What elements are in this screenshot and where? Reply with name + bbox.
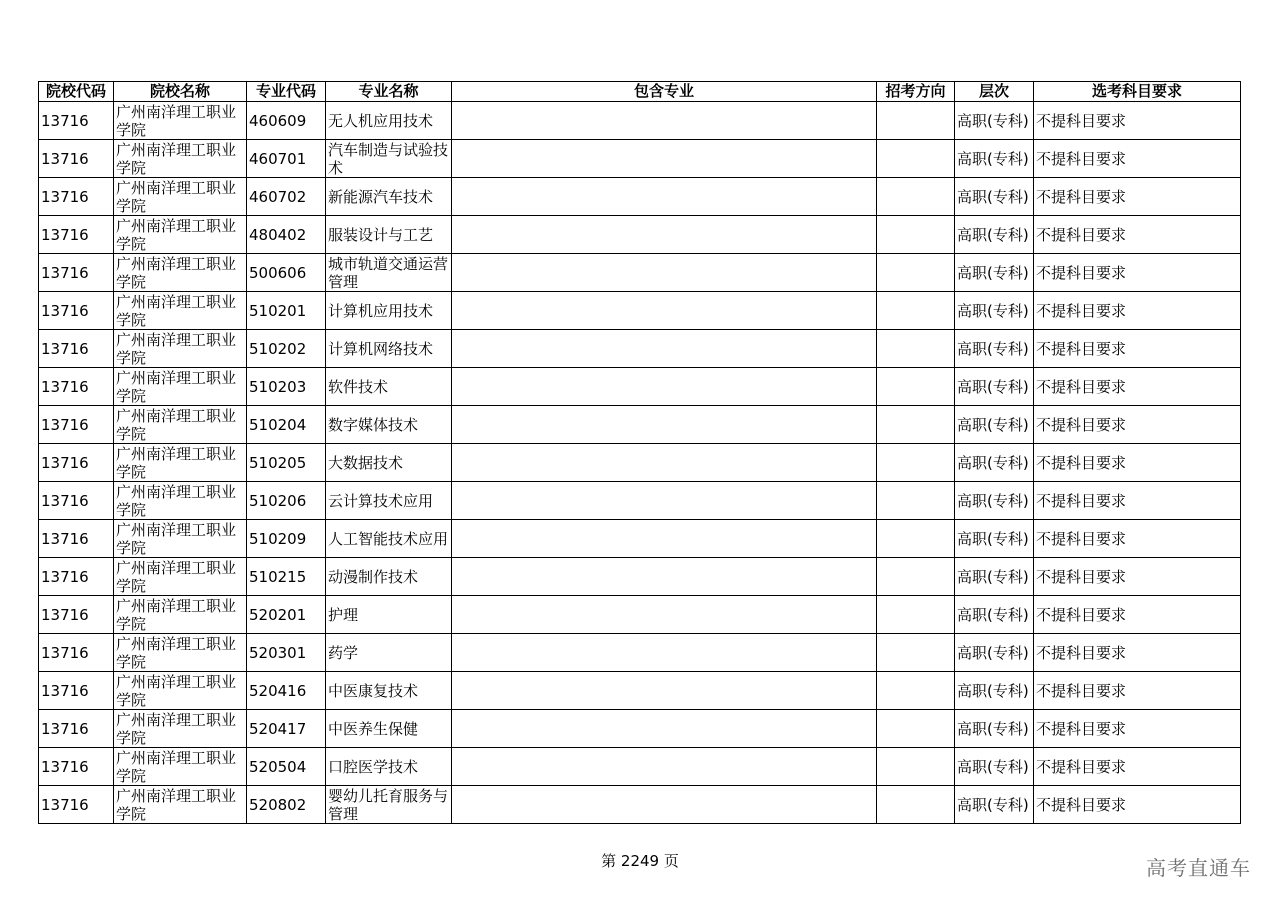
cell-school-name: 广州南洋理工职业学院 (114, 330, 247, 368)
cell-level: 高职(专科) (955, 520, 1034, 558)
cell-school-code: 13716 (39, 178, 114, 216)
header-included-majors: 包含专业 (452, 82, 877, 102)
cell-school-name: 广州南洋理工职业学院 (114, 444, 247, 482)
table-row (39, 330, 1241, 368)
cell-level: 高职(专科) (955, 254, 1034, 292)
cell-school-name: 广州南洋理工职业学院 (114, 254, 247, 292)
cell-major-code: 460701 (247, 140, 326, 178)
table-row (39, 672, 1241, 710)
cell-included-majors (452, 672, 877, 710)
table-row (39, 786, 1241, 824)
table-row (39, 102, 1241, 140)
table-row (39, 634, 1241, 672)
cell-direction (877, 558, 955, 596)
cell-included-majors (452, 254, 877, 292)
cell-school-name: 广州南洋理工职业学院 (114, 178, 247, 216)
table-row (39, 748, 1241, 786)
cell-included-majors (452, 140, 877, 178)
cell-level: 高职(专科) (955, 482, 1034, 520)
cell-major-code: 520301 (247, 634, 326, 672)
cell-major-name: 婴幼儿托育服务与管理 (326, 786, 452, 824)
cell-requirement: 不提科目要求 (1034, 520, 1241, 558)
cell-school-name: 广州南洋理工职业学院 (114, 596, 247, 634)
cell-requirement: 不提科目要求 (1034, 292, 1241, 330)
cell-major-name: 新能源汽车技术 (326, 178, 452, 216)
cell-school-name: 广州南洋理工职业学院 (114, 748, 247, 786)
cell-major-name: 计算机网络技术 (326, 330, 452, 368)
cell-level: 高职(专科) (955, 102, 1034, 140)
cell-school-code: 13716 (39, 102, 114, 140)
cell-major-name: 计算机应用技术 (326, 292, 452, 330)
cell-requirement: 不提科目要求 (1034, 254, 1241, 292)
cell-school-name: 广州南洋理工职业学院 (114, 634, 247, 672)
cell-level: 高职(专科) (955, 710, 1034, 748)
cell-requirement: 不提科目要求 (1034, 596, 1241, 634)
cell-included-majors (452, 102, 877, 140)
cell-major-name: 护理 (326, 596, 452, 634)
cell-school-name: 广州南洋理工职业学院 (114, 786, 247, 824)
cell-requirement: 不提科目要求 (1034, 558, 1241, 596)
cell-direction (877, 216, 955, 254)
cell-major-code: 520416 (247, 672, 326, 710)
cell-included-majors (452, 748, 877, 786)
cell-included-majors (452, 178, 877, 216)
cell-school-code: 13716 (39, 216, 114, 254)
cell-requirement: 不提科目要求 (1034, 444, 1241, 482)
table-row (39, 406, 1241, 444)
cell-major-code: 520201 (247, 596, 326, 634)
cell-direction (877, 330, 955, 368)
cell-requirement: 不提科目要求 (1034, 786, 1241, 824)
cell-direction (877, 178, 955, 216)
cell-direction (877, 786, 955, 824)
table-row (39, 444, 1241, 482)
header-requirement: 选考科目要求 (1034, 82, 1241, 102)
cell-school-code: 13716 (39, 672, 114, 710)
cell-major-name: 数字媒体技术 (326, 406, 452, 444)
cell-major-code: 510204 (247, 406, 326, 444)
cell-major-code: 510201 (247, 292, 326, 330)
cell-school-name: 广州南洋理工职业学院 (114, 672, 247, 710)
cell-level: 高职(专科) (955, 748, 1034, 786)
cell-major-code: 510205 (247, 444, 326, 482)
header-school-name: 院校名称 (114, 82, 247, 102)
cell-direction (877, 520, 955, 558)
cell-requirement: 不提科目要求 (1034, 330, 1241, 368)
cell-major-name: 口腔医学技术 (326, 748, 452, 786)
header-major-name: 专业名称 (326, 82, 452, 102)
cell-major-code: 460702 (247, 178, 326, 216)
table-row (39, 710, 1241, 748)
cell-requirement: 不提科目要求 (1034, 634, 1241, 672)
cell-included-majors (452, 444, 877, 482)
header-major-code: 专业代码 (247, 82, 326, 102)
cell-requirement: 不提科目要求 (1034, 102, 1241, 140)
cell-major-code: 500606 (247, 254, 326, 292)
cell-major-code: 510209 (247, 520, 326, 558)
cell-direction (877, 748, 955, 786)
cell-major-code: 480402 (247, 216, 326, 254)
cell-direction (877, 140, 955, 178)
table-row (39, 596, 1241, 634)
table-row (39, 216, 1241, 254)
table-row (39, 520, 1241, 558)
cell-requirement: 不提科目要求 (1034, 748, 1241, 786)
cell-major-code: 460609 (247, 102, 326, 140)
cell-level: 高职(专科) (955, 368, 1034, 406)
cell-level: 高职(专科) (955, 672, 1034, 710)
table-body (39, 102, 1241, 824)
cell-level: 高职(专科) (955, 444, 1034, 482)
cell-major-name: 中医养生保健 (326, 710, 452, 748)
cell-included-majors (452, 558, 877, 596)
cell-school-name: 广州南洋理工职业学院 (114, 558, 247, 596)
cell-included-majors (452, 786, 877, 824)
table-row (39, 482, 1241, 520)
cell-level: 高职(专科) (955, 634, 1034, 672)
cell-major-name: 软件技术 (326, 368, 452, 406)
cell-school-code: 13716 (39, 634, 114, 672)
cell-included-majors (452, 330, 877, 368)
cell-direction (877, 406, 955, 444)
cell-direction (877, 102, 955, 140)
cell-major-name: 大数据技术 (326, 444, 452, 482)
cell-direction (877, 672, 955, 710)
cell-major-name: 城市轨道交通运营管理 (326, 254, 452, 292)
table-row (39, 292, 1241, 330)
cell-school-code: 13716 (39, 140, 114, 178)
cell-school-name: 广州南洋理工职业学院 (114, 216, 247, 254)
table-row (39, 558, 1241, 596)
cell-level: 高职(专科) (955, 558, 1034, 596)
cell-school-code: 13716 (39, 596, 114, 634)
admissions-table (38, 81, 1241, 824)
cell-major-code: 520504 (247, 748, 326, 786)
cell-included-majors (452, 292, 877, 330)
cell-included-majors (452, 596, 877, 634)
cell-major-code: 520417 (247, 710, 326, 748)
cell-included-majors (452, 710, 877, 748)
cell-direction (877, 596, 955, 634)
cell-school-name: 广州南洋理工职业学院 (114, 368, 247, 406)
cell-school-name: 广州南洋理工职业学院 (114, 482, 247, 520)
cell-major-name: 服装设计与工艺 (326, 216, 452, 254)
cell-major-name: 中医康复技术 (326, 672, 452, 710)
cell-requirement: 不提科目要求 (1034, 178, 1241, 216)
cell-school-code: 13716 (39, 710, 114, 748)
table-row (39, 254, 1241, 292)
cell-direction (877, 482, 955, 520)
cell-requirement: 不提科目要求 (1034, 140, 1241, 178)
cell-included-majors (452, 368, 877, 406)
cell-requirement: 不提科目要求 (1034, 368, 1241, 406)
cell-level: 高职(专科) (955, 216, 1034, 254)
cell-school-code: 13716 (39, 482, 114, 520)
cell-school-name: 广州南洋理工职业学院 (114, 292, 247, 330)
cell-level: 高职(专科) (955, 178, 1034, 216)
cell-school-name: 广州南洋理工职业学院 (114, 102, 247, 140)
cell-school-code: 13716 (39, 368, 114, 406)
table-row (39, 140, 1241, 178)
cell-school-code: 13716 (39, 444, 114, 482)
watermark-text: 高考直通车 (1146, 856, 1251, 880)
cell-major-code: 510203 (247, 368, 326, 406)
cell-school-name: 广州南洋理工职业学院 (114, 140, 247, 178)
cell-major-name: 动漫制作技术 (326, 558, 452, 596)
cell-requirement: 不提科目要求 (1034, 406, 1241, 444)
cell-school-code: 13716 (39, 558, 114, 596)
table-header-row (39, 82, 1241, 102)
cell-school-code: 13716 (39, 748, 114, 786)
cell-major-code: 520802 (247, 786, 326, 824)
cell-major-name: 人工智能技术应用 (326, 520, 452, 558)
cell-level: 高职(专科) (955, 596, 1034, 634)
cell-included-majors (452, 482, 877, 520)
cell-direction (877, 444, 955, 482)
cell-major-code: 510206 (247, 482, 326, 520)
cell-major-name: 汽车制造与试验技术 (326, 140, 452, 178)
cell-direction (877, 292, 955, 330)
cell-school-code: 13716 (39, 520, 114, 558)
cell-level: 高职(专科) (955, 292, 1034, 330)
cell-direction (877, 368, 955, 406)
cell-school-code: 13716 (39, 254, 114, 292)
header-school-code: 院校代码 (39, 82, 114, 102)
page-number: 第 2249 页 (601, 852, 679, 870)
cell-major-name: 药学 (326, 634, 452, 672)
header-level: 层次 (955, 82, 1034, 102)
cell-major-name: 云计算技术应用 (326, 482, 452, 520)
cell-included-majors (452, 216, 877, 254)
cell-requirement: 不提科目要求 (1034, 216, 1241, 254)
cell-school-code: 13716 (39, 330, 114, 368)
cell-included-majors (452, 520, 877, 558)
cell-level: 高职(专科) (955, 406, 1034, 444)
header-direction: 招考方向 (877, 82, 955, 102)
cell-requirement: 不提科目要求 (1034, 710, 1241, 748)
cell-level: 高职(专科) (955, 140, 1034, 178)
cell-school-name: 广州南洋理工职业学院 (114, 406, 247, 444)
cell-included-majors (452, 406, 877, 444)
cell-school-code: 13716 (39, 406, 114, 444)
cell-direction (877, 710, 955, 748)
cell-direction (877, 634, 955, 672)
cell-school-code: 13716 (39, 292, 114, 330)
cell-school-name: 广州南洋理工职业学院 (114, 710, 247, 748)
cell-major-name: 无人机应用技术 (326, 102, 452, 140)
table-row (39, 178, 1241, 216)
cell-level: 高职(专科) (955, 330, 1034, 368)
cell-requirement: 不提科目要求 (1034, 672, 1241, 710)
cell-requirement: 不提科目要求 (1034, 482, 1241, 520)
table-row (39, 368, 1241, 406)
cell-school-name: 广州南洋理工职业学院 (114, 520, 247, 558)
cell-direction (877, 254, 955, 292)
cell-level: 高职(专科) (955, 786, 1034, 824)
cell-major-code: 510202 (247, 330, 326, 368)
cell-included-majors (452, 634, 877, 672)
cell-major-code: 510215 (247, 558, 326, 596)
cell-school-code: 13716 (39, 786, 114, 824)
